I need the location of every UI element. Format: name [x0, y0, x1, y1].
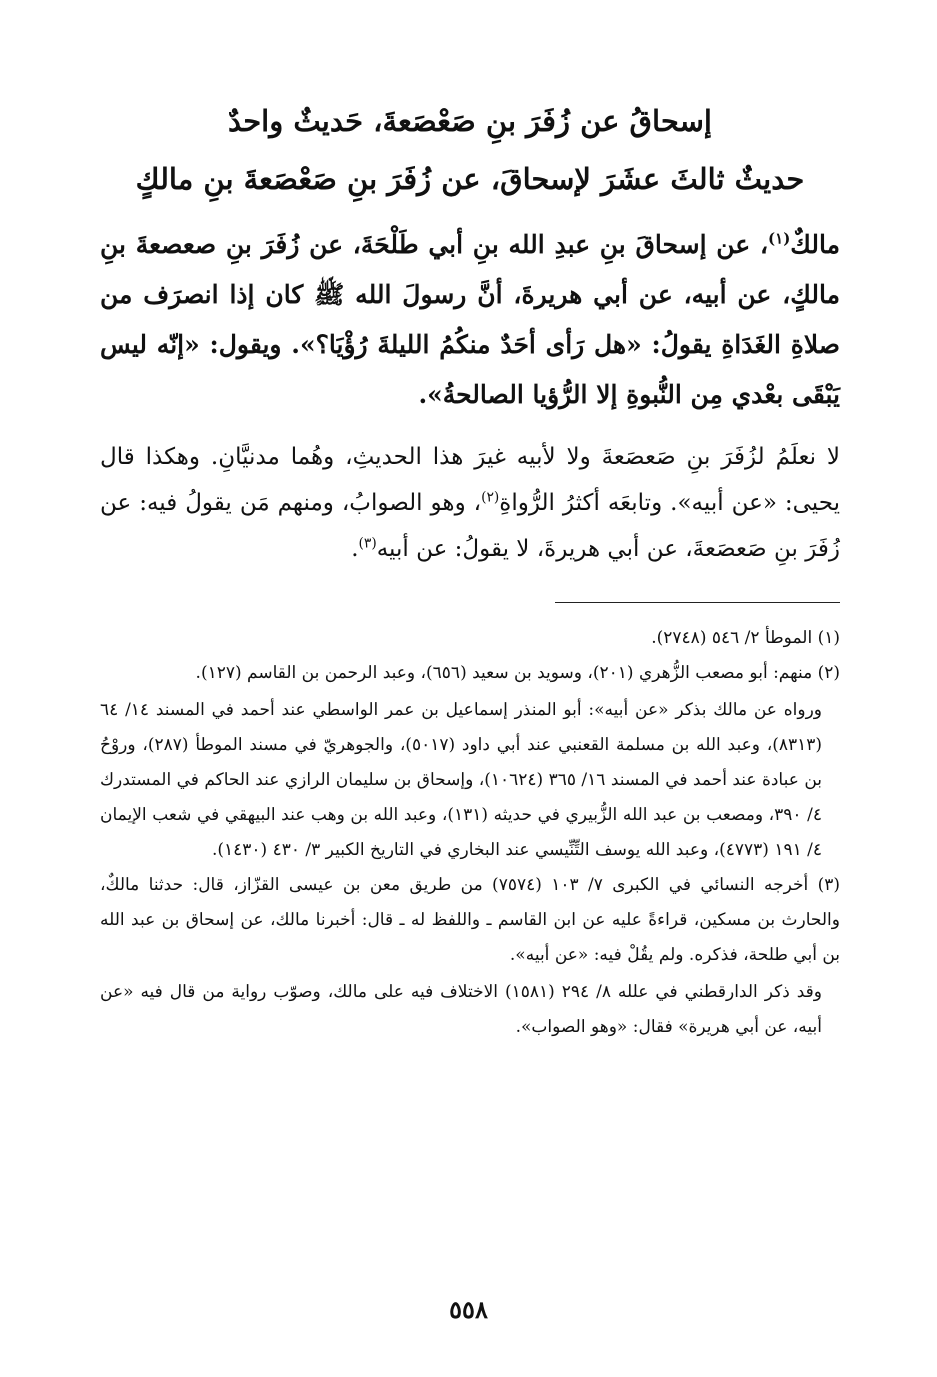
footnote-2: (٢) منهم: أبو مصعب الزُّهري (٢٠١)، وسويد بن سعيد (٦٥٦)، وعبد الرحمن بن القاسم (١٢٧). [195, 663, 840, 683]
heading-line-1: إسحاقُ عن زُفَرَ بنِ صَعْصَعةَ، حَديثٌ واحدٌ [228, 104, 712, 138]
footnote-2-continuation: ورواه عن مالك بذكر «عن أبيه»: أبو المنذر إسماعيل بن عمر الواسطي عند أحمد في المسند ١٤/ ٦٤ (٨٣١٣)، وعبد الله بن مسلمة القعنبي عند أبي داود (٥٠١٧)، والجوهريّ في مسند الموطأ (٢٨٧)، وروْحُ بن عبادة عند أحمد في المسند ١٦/ ٣٦٥ (١٠٦٢٤)، وإسحاق بن سليمان الرازي عند الحاكم في المستدرك ٤/ ٣٩٠، ومصعب بن عبد الله الزُّبيري في حديثه (١٣١)، وعبد الله بن وهب عند البيهقي في شعب الإيمان ٤/ ١٩١ (٤٧٧٣)، وعبد الله يوسف التِّنِّيسي عند البخاري في التاريخ الكبير ٣/ ٤٣٠ (١٤٣٠). [100, 700, 823, 860]
footnote-divider [555, 602, 840, 603]
heading-line-2: حديثٌ ثالثَ عشَرَ لإسحاقَ، عن زُفَرَ بنِ صَعْصَعةَ بنِ مالكٍ [135, 162, 805, 196]
footnote-1: (١) الموطأ ٢/ ٥٤٦ (٢٧٤٨). [651, 628, 840, 648]
commentary-part-c: . [351, 536, 359, 562]
commentary-part-a: لا نعلَمُ لزُفَرَ بنِ صَعصَعةَ ولا لأبيه غيرَ هذا الحديثِ، وهُما مدنيَّانِ. وهكذا قال يحيى: «عن أبيه». وتابعَه أكثرُ الرُّواةِ [100, 444, 840, 516]
hadith-text [100, 220, 840, 420]
commentary-part-b: ، وهو الصوابُ، ومنهم مَن يقولُ فيه: عن زُفَرَ بنِ صَعصَعةَ، عن أبي هريرةَ، لا يقولُ: عن أبيه [100, 490, 840, 562]
hadith-part-b: ، عن إسحاقَ بنِ عبدِ الله بنِ أبي طَلْحَةَ، عن زُفَرَ بنِ صعصعةَ بنِ مالكٍ، عن أبيه، عن أبي هريرةَ، أنَّ رسولَ الله ﷺ كان إذا انصرَف من صلاةِ الغَدَاةِ يقولُ: «هل رَأى أحَدٌ منكُمُ الليلةَ رُؤْيَا؟». ويقول: «إنّه ليس يَبْقَى بعْدي مِن النُّبوةِ إلا الرُّؤيا الصالحةُ». [100, 230, 840, 409]
hadith-part-a: مالكٌ [790, 230, 840, 259]
footnote-3-continuation: وقد ذكر الدارقطني في علله ٨/ ٢٩٤ (١٥٨١) الاختلاف فيه على مالك، وصوّب رواية من قال فيه «عن أبيه، عن أبي هريرة» فقال: «وهو الصواب». [100, 982, 822, 1037]
chapter-heading [100, 92, 840, 208]
footnote-ref-2[interactable]: (٢) [481, 489, 500, 506]
footnote-ref-3[interactable]: (٣) [358, 535, 377, 552]
footnote-ref-1[interactable]: (١) [768, 229, 791, 248]
page-body [100, 92, 840, 1045]
footnotes [100, 621, 840, 1045]
footnote-3: (٣) أخرجه النسائي في الكبرى ٧/ ١٠٣ (٧٥٧٤) من طريق معن بن عيسى القزّاز، قال: حدثنا مالكٌ، والحارث بن مسكين، قراءةً عليه عن ابن القاسم ـ واللفظ له ـ قال: أخبرنا مالك، عن إسحاق بن عبد الله بن أبي طلحة، فذكره. ولم يقُلْ فيه: «عن أبيه». [100, 875, 840, 965]
page-number: ٥٥٨ [449, 1295, 488, 1324]
commentary-paragraph [100, 434, 840, 572]
